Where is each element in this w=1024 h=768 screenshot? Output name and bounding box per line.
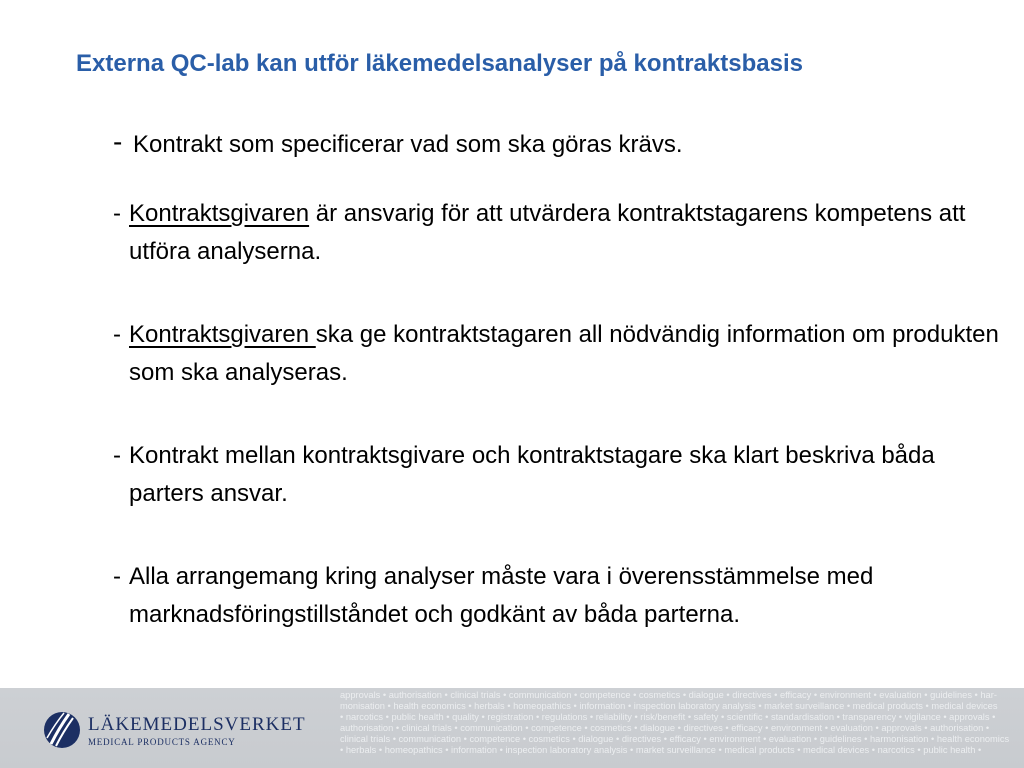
bullet-item [113, 437, 1008, 513]
footer-band [0, 688, 1024, 768]
keyword-line: authorisation • clinical trials • communication • competence • cosmetics • dialogue • directives • efficacy • environment • evaluation • approvals • authorisation • [340, 723, 990, 733]
keyword-cloud [340, 690, 1024, 768]
keyword-line: • herbals • homeopathics • information • inspection laboratory analysis • market surveillance • medical products • medical devices • narcotics • public health • [340, 745, 982, 755]
bullet-text-post: ska ge kontraktstagaren all nödvändig information om produkten som ska analyseras. [129, 321, 999, 386]
keyword-line: monisation • health economics • herbals • homeopathics • information • inspection laboratory analysis • market surveillance • medical products • medical devices [340, 701, 998, 711]
bullet-text [129, 442, 935, 507]
logo-emblem-icon [42, 708, 82, 752]
bullet-dash: - [113, 126, 123, 157]
bullet-dash: - [113, 200, 121, 227]
bullet-text-pre: Kontrakt som specificerar vad som ska göras krävs. [133, 131, 683, 158]
bullet-underlined-term: Kontraktsgivaren [129, 321, 316, 348]
bullet-dash: - [113, 321, 121, 348]
keyword-line: • narcotics • public health • quality • registration • regulations • reliability • risk/benefit • safety • scientific • standardisation • transparency • vigilance • approvals • [340, 712, 996, 722]
bullet-text [129, 321, 999, 386]
agency-logo [42, 708, 306, 752]
bullet-dash: - [113, 563, 121, 590]
bullet-item [113, 316, 1008, 392]
bullet-text [129, 200, 965, 265]
bullet-text-pre: Kontrakt mellan kontraktsgivare och kontraktstagare ska klart beskriva båda parters ansvar. [129, 442, 935, 507]
bullet-item [113, 195, 1008, 271]
bullet-list [113, 126, 1008, 679]
bullet-underlined-term: Kontraktsgivaren [129, 200, 310, 227]
bullet-dash: - [113, 442, 121, 469]
logo-subtitle: MEDICAL PRODUCTS AGENCY [88, 737, 236, 747]
slide-title: Externa QC-lab kan utför läkemedelsanalyser på kontraktsbasis [76, 50, 803, 77]
bullet-text-post: är ansvarig för att utvärdera kontraktstagarens kompetens att utföra analyserna. [129, 200, 966, 265]
logo-name: LÄKEMEDELSVERKET [88, 714, 306, 735]
bullet-item [113, 126, 1008, 164]
keyword-line: clinical trials • communication • competence • cosmetics • dialogue • directives • efficacy • environment • evaluation • guidelines • harmonisation • health economics [340, 734, 1010, 744]
keyword-line: approvals • authorisation • clinical trials • communication • competence • cosmetics • dialogue • directives • efficacy • environment • evaluation • guidelines • har- [340, 690, 997, 700]
bullet-text [129, 563, 873, 628]
bullet-item [113, 558, 1008, 634]
bullet-text [129, 131, 683, 158]
bullet-text-pre: Alla arrangemang kring analyser måste vara i överensstämmelse med marknadsföringstillståndet och godkänt av båda parterna. [129, 563, 874, 628]
